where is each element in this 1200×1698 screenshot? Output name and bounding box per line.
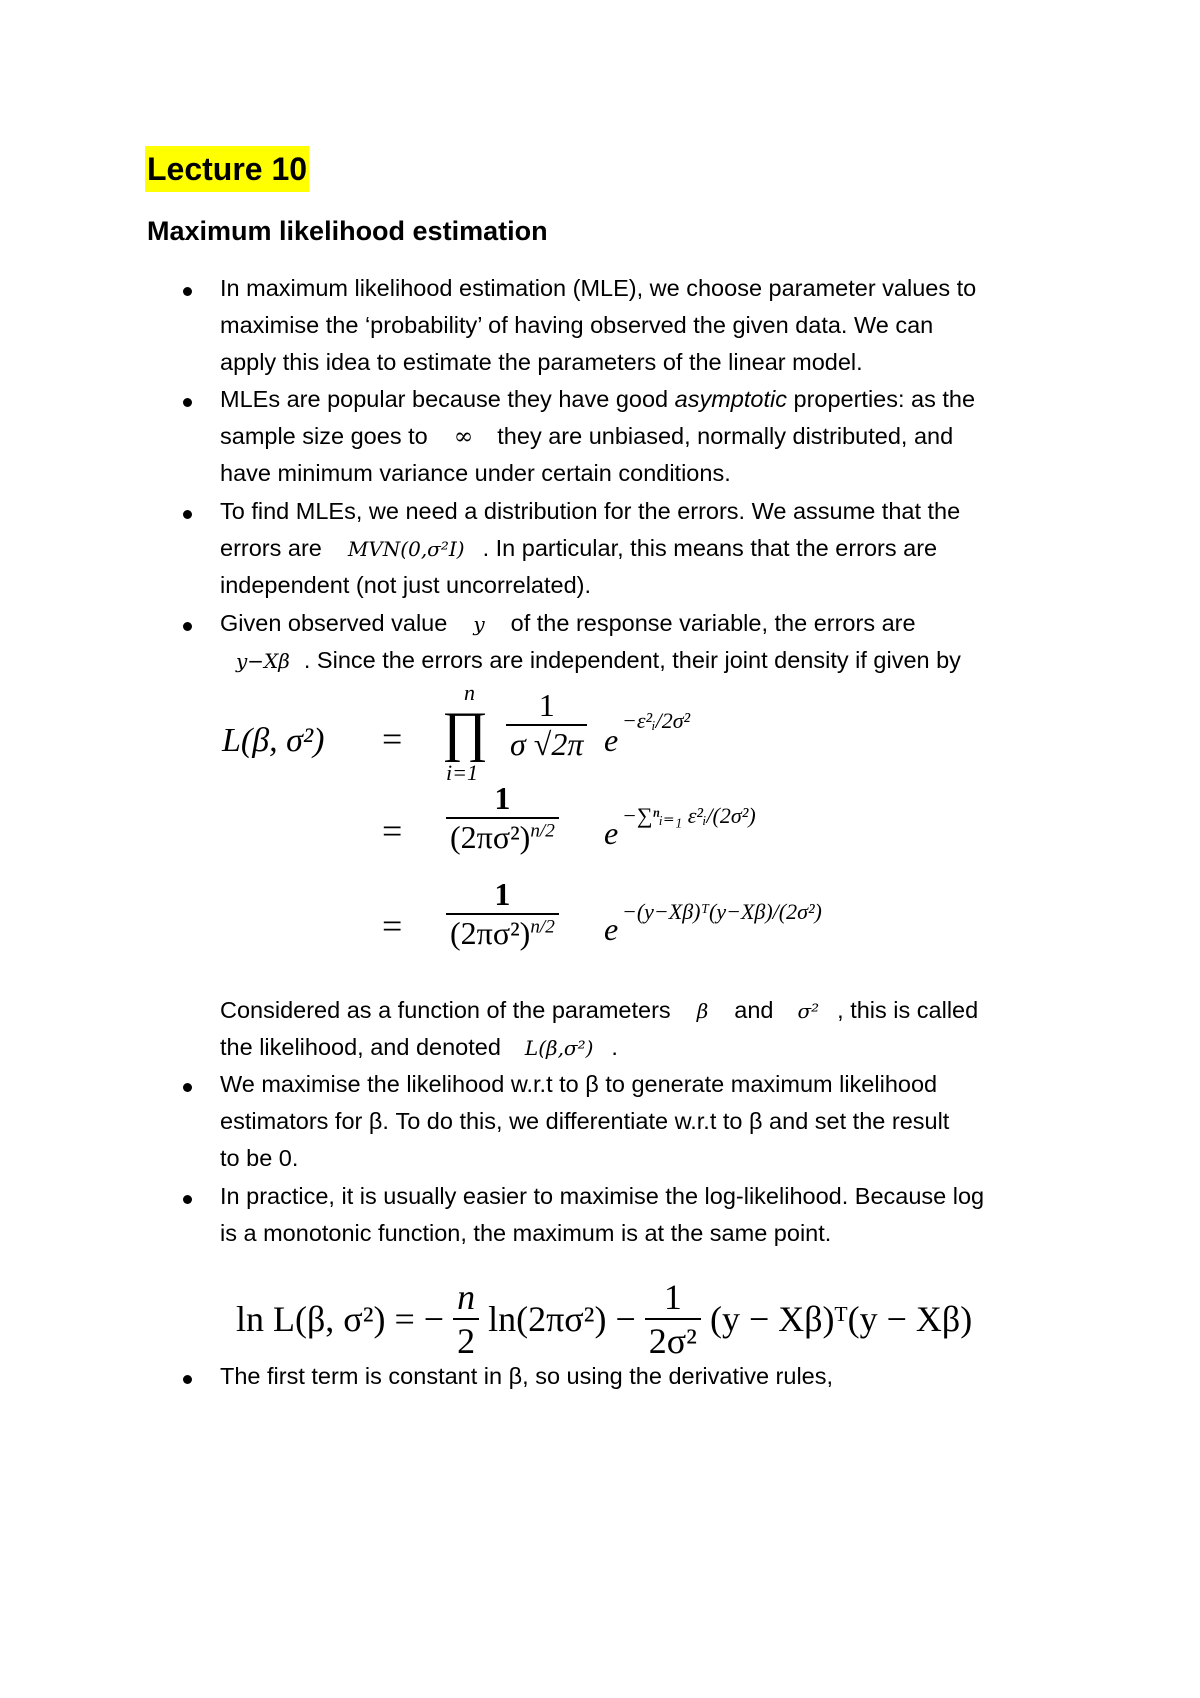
likelihood-text-line-1 <box>220 995 978 1026</box>
numerator: n <box>457 1277 476 1317</box>
text-span: properties: as the <box>786 386 976 412</box>
math-inline: y <box>473 612 485 636</box>
bullet-4-line-1 <box>220 608 916 639</box>
denominator-power: n/2 <box>530 916 555 938</box>
text-span: Given observed value <box>220 610 448 636</box>
bullet-6-line-1: In practice, it is usually easier to maximise the log-likelihood. Because log <box>220 1183 985 1209</box>
denominator: 2 <box>453 1318 479 1362</box>
emphasis-text: asymptotic <box>674 386 787 412</box>
math-inline: σ² <box>797 999 820 1023</box>
text-span: sample size goes to <box>220 423 428 449</box>
math-inline: L(β,σ²) <box>524 1036 594 1060</box>
bullet-1-line-1: In maximum likelihood estimation (MLE), we choose parameter values to <box>220 275 977 301</box>
lecture-title: Lecture 10 <box>145 146 309 192</box>
section-heading: Maximum likelihood estimation <box>147 216 548 246</box>
bullet-6-line-2: is a monotonic function, the maximum is at the same point. <box>220 1220 832 1246</box>
math-inline: β <box>696 999 709 1023</box>
denominator-power: n/2 <box>530 820 555 842</box>
exp-base: e <box>604 722 619 758</box>
numerator: 1 <box>494 780 511 816</box>
text-span: the likelihood, and denoted <box>220 1034 501 1060</box>
exponent-2: −∑ⁿᵢ₌₁ ε²ᵢ/(2σ²) <box>622 803 756 828</box>
denominator <box>446 817 559 856</box>
bullet-2-line-2 <box>220 421 953 451</box>
bullet-dot <box>183 1195 192 1204</box>
math-inline: y−Xβ <box>236 649 290 673</box>
exp-base: e <box>604 911 619 947</box>
equals-sign: = <box>382 811 403 851</box>
text-span: , this is called <box>837 997 979 1023</box>
text-span: and <box>734 997 774 1023</box>
product-lower: i=1 <box>446 760 478 785</box>
log-rhs: (y − Xβ)ᵀ(y − Xβ) <box>709 1299 973 1339</box>
log-middle: ln(2πσ²) − <box>488 1299 636 1339</box>
bullet-dot <box>183 1375 192 1384</box>
bullet-5-line-2: estimators for β. To do this, we differentiate w.r.t to β and set the result <box>220 1108 950 1134</box>
bullet-dot <box>183 622 192 631</box>
fraction-1 <box>506 687 587 763</box>
denominator-base: (2πσ²) <box>450 915 531 951</box>
log-likelihood-equation <box>236 1276 972 1362</box>
text-span: errors are <box>220 535 322 561</box>
bullet-5-line-3: to be 0. <box>220 1145 299 1171</box>
bullet-3-line-1: To find MLEs, we need a distribution for the errors. We assume that the <box>220 498 961 524</box>
bullet-2-line-3: have minimum variance under certain conditions. <box>220 460 731 486</box>
fraction-n-over-2 <box>453 1276 479 1362</box>
bullet-3-line-2 <box>220 533 937 564</box>
infinity-symbol: ∞ <box>453 422 474 450</box>
denominator-base: (2πσ²) <box>450 819 531 855</box>
text-span: . In particular, this means that the errors are <box>482 535 938 561</box>
bullet-dot <box>183 398 192 407</box>
numerator: 1 <box>663 1277 682 1317</box>
bullet-2-line-1 <box>220 384 975 414</box>
bullet-1-line-2: maximise the ‘probability’ of having observed the given data. We can <box>220 312 934 338</box>
likelihood-lhs: L(β, σ²) <box>222 722 325 759</box>
bullet-1-line-3: apply this idea to estimate the parameters of the linear model. <box>220 349 863 375</box>
equals-sign: = <box>382 719 403 759</box>
text-span: of the response variable, the errors are <box>510 610 916 636</box>
log-lhs: ln L(β, σ²) = − <box>236 1299 445 1339</box>
bullet-5-line-1: We maximise the likelihood w.r.t to β to generate maximum likelihood <box>220 1071 938 1097</box>
equals-sign: = <box>382 906 403 946</box>
product-symbol: ∏ <box>442 701 489 763</box>
bullet-dot <box>183 510 192 519</box>
text-span: they are unbiased, normally distributed, and <box>497 423 954 449</box>
numerator: 1 <box>538 687 555 723</box>
exp-base: e <box>604 815 619 851</box>
likelihood-text-line-2 <box>220 1032 618 1063</box>
text-span: MLEs are popular because they have good <box>220 386 675 412</box>
bullet-3-line-3: independent (not just uncorrelated). <box>220 572 592 598</box>
fraction-3 <box>446 876 559 952</box>
bullet-dot <box>183 1083 192 1092</box>
product-upper: n <box>464 680 475 705</box>
denominator <box>446 913 559 952</box>
text-span: Considered as a function of the parameters <box>220 997 671 1023</box>
exponent-3: −(y−Xβ)ᵀ(y−Xβ)/(2σ²) <box>622 899 822 924</box>
denominator: 2σ² <box>645 1318 701 1362</box>
bullet-dot <box>183 287 192 296</box>
bullet-4-line-2 <box>236 645 961 676</box>
numerator: 1 <box>494 876 511 912</box>
bullet-7-line-1: The first term is constant in β, so using the derivative rules, <box>220 1363 834 1389</box>
exponent-1: −ε²ᵢ/2σ² <box>622 708 691 733</box>
fraction-1-over-2sigma2 <box>645 1276 701 1362</box>
text-span: . Since the errors are independent, their joint density if given by <box>303 647 961 673</box>
denominator: σ √2π <box>506 724 587 763</box>
text-span: . <box>611 1034 618 1060</box>
math-inline: MVN(0,σ²I) <box>347 537 465 561</box>
fraction-2 <box>446 780 559 856</box>
